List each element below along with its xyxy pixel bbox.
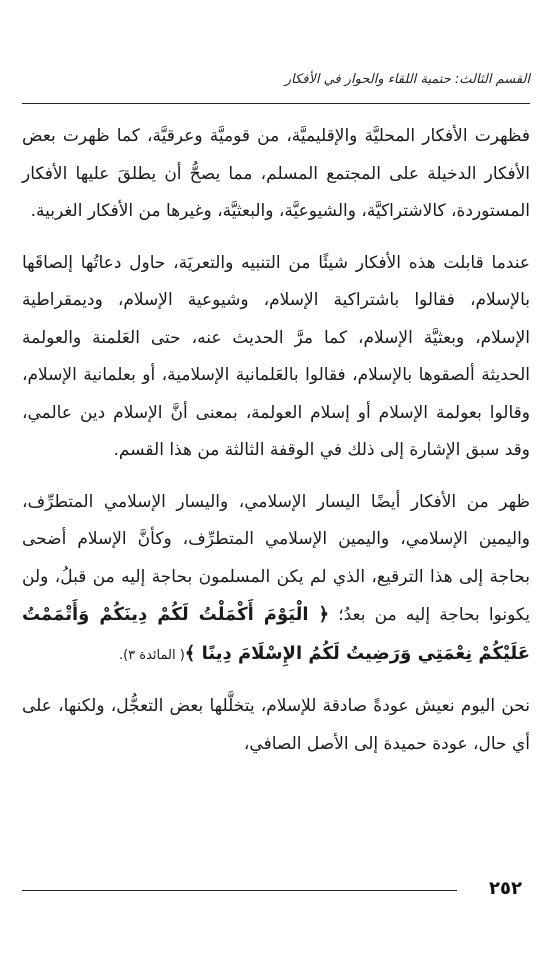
paragraph-3 <box>22 484 530 675</box>
page-body <box>22 118 530 763</box>
header-rule <box>22 103 530 104</box>
paragraph-4: نحن اليوم نعيش عودةً صادقة للإسلام، يتخلَّلها بعض التعجُّل، ولكنها، على أي حال، عودة حميدة إلى الأصل الصافي، <box>22 696 530 754</box>
running-header: القسم الثالث: حتمية اللقاء والحوار في الأفكار <box>284 72 530 87</box>
paragraph-1: فظهرت الأفكار المحليَّة والإقليميَّة، من قوميَّة وعرقيَّة، كما ظهرت بعض الأفكار الدخيلة على المجتمع المسلم، مما يصحُّ أن يطلقَ عليها الأفكار المستوردة، كالاشتراكيَّة، والشيوعيَّة، والبعثيَّة، وغيرها من الأفكار الغربية. <box>22 126 530 221</box>
quran-verse: ﴿ الْيَوْمَ أَكْمَلْتُ لَكُمْ دِينَكُمْ وَأَتْمَمْتُ عَلَيْكُمْ نِعْمَتِي وَرَضِيتُ لَكُمُ الإِسْلَامَ دِينًا ﴾ <box>22 604 530 664</box>
paragraph-3-text: ظهر من الأفكار أيضًا اليسار الإسلامي، واليسار الإسلامي المتطرِّف، واليمين الإسلامي، واليمين الإسلامي المتطرِّف، وكأنَّ الإسلام أضحى بحاجة إلى هذا الترقيع، الذي لم يكن المسلمون بحاجة إليه من قبلُ، ولن يكونوا بحاجة إليه من بعدُ؛ <box>22 491 530 625</box>
paragraph-2: عندما قابلت هذه الأفكار شيئًا من التنبيه والتعريَة، حاول دعاتُها إلصاقَها بالإسلام، فقالوا باشتراكية الإسلام، وشيوعية الإسلام، وديمقراطية الإسلام، وبعثيَّة الإسلام، كما مرَّ الحديث عنه، حتى العَلمنة والعولمة الحديثة ألصقوها بالإسلام، فقالوا بالعَلمانية الإسلامية، أو بعلمانية الإسلام، وقالوا بعولمة الإسلام أو إسلام العولمة، بمعنى أنَّ الإسلام دين عالمي، وقد سبق الإشارة إلى ذلك في الوقفة الثالثة من هذا القسم. <box>22 252 530 460</box>
verse-citation: ( المائدة ٣). <box>118 647 185 663</box>
page-number: ٢٥٢ <box>489 878 522 899</box>
footer-rule <box>22 890 457 891</box>
